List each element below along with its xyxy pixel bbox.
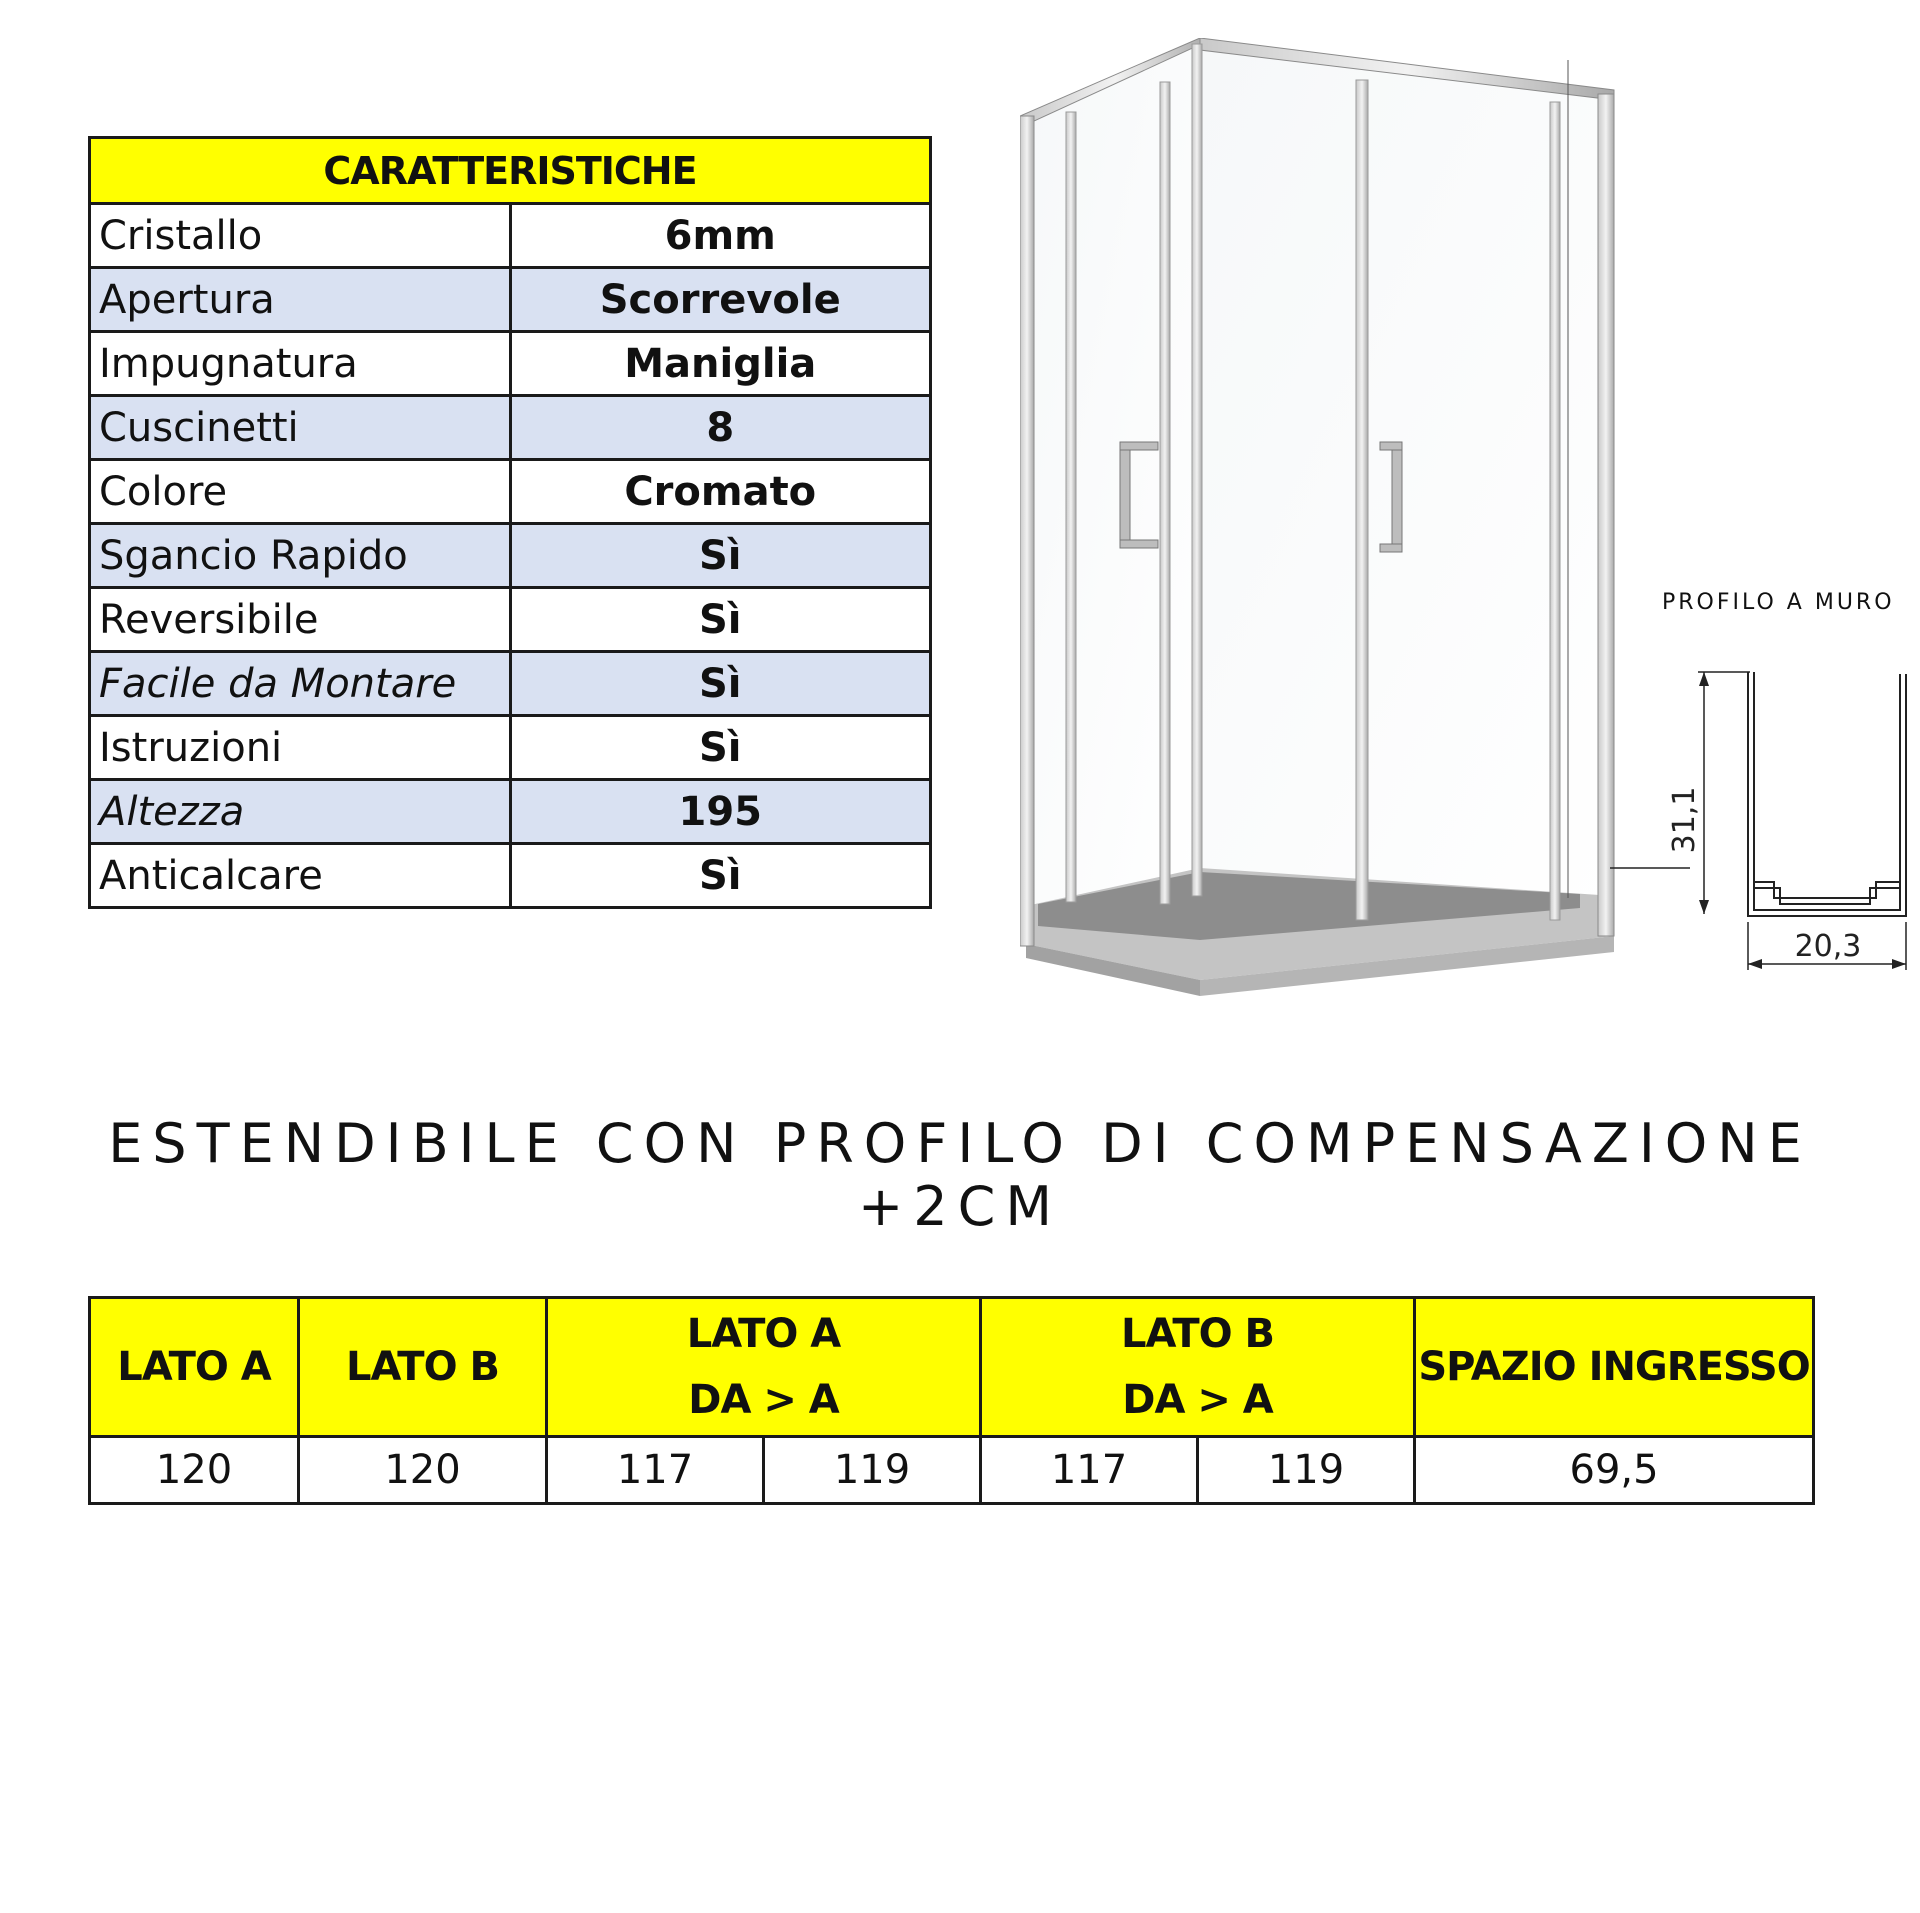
spec-value: Cromato: [510, 460, 931, 524]
header-range-a: [547, 1298, 981, 1437]
spec-value: 195: [510, 780, 931, 844]
spec-value: Sì: [510, 524, 931, 588]
spec-value: Sì: [510, 652, 931, 716]
header-range-b: [981, 1298, 1415, 1437]
spec-label: Istruzioni: [90, 716, 511, 780]
profile-height-dim: 31,1: [1667, 786, 1702, 854]
spec-label: Colore: [90, 460, 511, 524]
spec-label: Reversibile: [90, 588, 511, 652]
header-spazio-ingresso: SPAZIO INGRESSO: [1415, 1298, 1814, 1437]
spec-label: Apertura: [90, 268, 511, 332]
header-range-b-line1: LATO B: [1121, 1311, 1275, 1357]
spec-value: 8: [510, 396, 931, 460]
extension-heading: ESTENDIBILE CON PROFILO DI COMPENSAZIONE +2CM: [108, 1112, 1812, 1238]
wall-profile-diagram: [1610, 660, 1910, 980]
spec-label: Sgancio Rapido: [90, 524, 511, 588]
value-spazio-ingresso: 69,5: [1415, 1437, 1814, 1504]
value-range-b-from: 117: [981, 1437, 1198, 1504]
spec-label: Impugnatura: [90, 332, 511, 396]
header-range-a-line1: LATO A: [686, 1311, 841, 1357]
spec-value: Sì: [510, 716, 931, 780]
header-lato-b: LATO B: [299, 1298, 547, 1437]
spec-label: Facile da Montare: [90, 652, 511, 716]
spec-value: Sì: [510, 588, 931, 652]
value-range-a-from: 117: [547, 1437, 764, 1504]
profile-title: PROFILO A MURO: [1662, 590, 1895, 615]
spec-label: Altezza: [90, 780, 511, 844]
specs-header: CARATTERISTICHE: [90, 138, 931, 204]
header-range-a-line2: DA > A: [688, 1377, 839, 1423]
spec-label: Anticalcare: [90, 844, 511, 908]
value-lato-b: 120: [299, 1437, 547, 1504]
spec-value: Sì: [510, 844, 931, 908]
specs-table: [88, 136, 932, 909]
header-range-b-line2: DA > A: [1122, 1377, 1273, 1423]
profile-width-dim: 20,3: [1794, 929, 1862, 964]
value-lato-a: 120: [90, 1437, 299, 1504]
spec-value: 6mm: [510, 204, 931, 268]
spec-label: Cristallo: [90, 204, 511, 268]
value-range-b-to: 119: [1198, 1437, 1415, 1504]
spec-label: Cuscinetti: [90, 396, 511, 460]
value-range-a-to: 119: [764, 1437, 981, 1504]
spec-value: Maniglia: [510, 332, 931, 396]
dimensions-table: [88, 1296, 1815, 1505]
shower-enclosure-image: [1020, 38, 1620, 998]
header-lato-a: LATO A: [90, 1298, 299, 1437]
spec-value: Scorrevole: [510, 268, 931, 332]
